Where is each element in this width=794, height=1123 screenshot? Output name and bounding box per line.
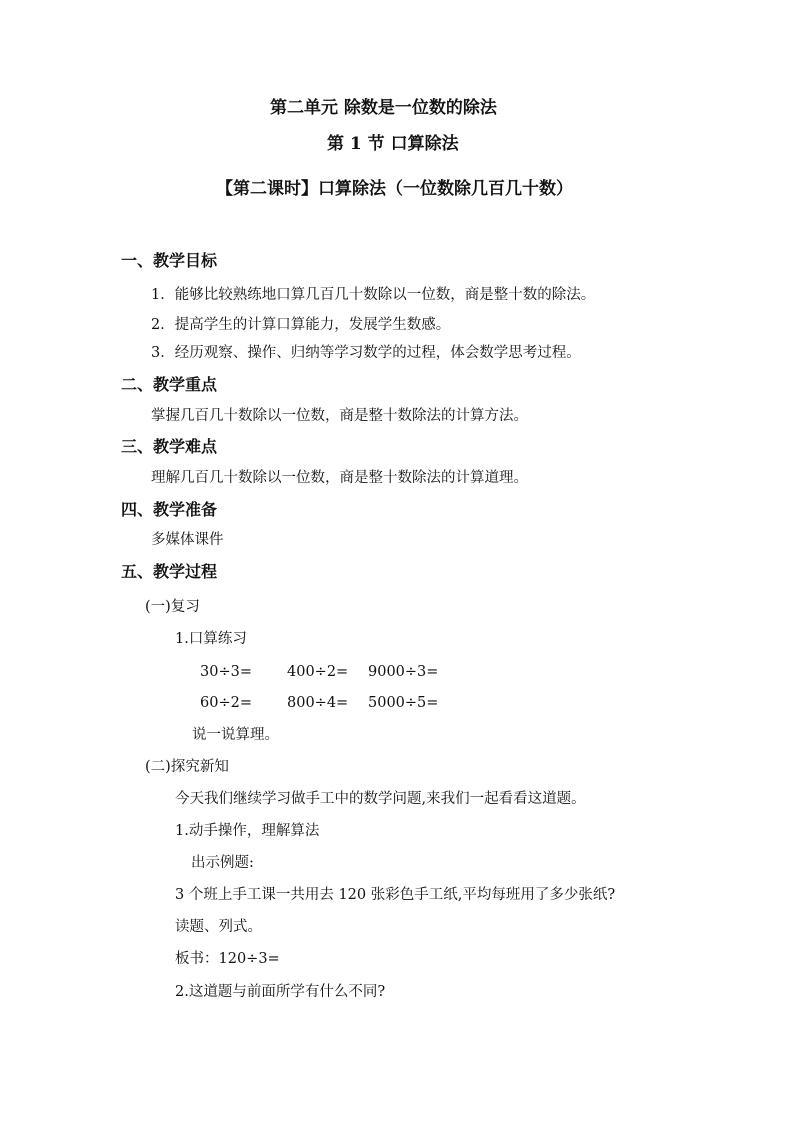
calc-9000-div-3: 9000÷3= — [368, 664, 439, 680]
calc-400-div-2: 400÷2= — [287, 664, 349, 680]
goal-item-2: 2．提高学生的计算口算能力，发展学生数感。 — [151, 317, 451, 333]
key-points-text: 掌握几百几十数除以一位数，商是整十数除法的计算方法。 — [151, 408, 528, 424]
section-title: 第 1 节 口算除法 — [327, 134, 459, 154]
board-text: 板书：120÷3= — [175, 951, 280, 967]
explore-intro: 今天我们继续学习做手工中的数学问题,来我们一起看看这道题。 — [175, 791, 586, 807]
key-points-heading: 二、教学重点 — [121, 375, 218, 394]
review-sub-label: 1.口算练习 — [175, 631, 247, 647]
review-label: (一)复习 — [145, 599, 200, 615]
preparation-text: 多媒体课件 — [151, 532, 224, 548]
explore-label: (二)探究新知 — [145, 759, 229, 775]
goals-heading: 一、教学目标 — [121, 251, 218, 270]
difficulties-text: 理解几百几十数除以一位数，商是整十数除法的计算道理。 — [151, 470, 528, 486]
calc-60-div-2: 60÷2= — [200, 695, 252, 711]
example-text: 3 个班上手工课一共用去 120 张彩色手工纸,平均每班用了多少张纸? — [175, 887, 616, 903]
calc-5000-div-5: 5000÷5= — [368, 695, 439, 711]
unit-title: 第二单元 除数是一位数的除法 — [270, 98, 497, 118]
review-note: 说一说算理。 — [192, 727, 279, 743]
process-heading: 五、教学过程 — [121, 562, 218, 581]
calc-30-div-3: 30÷3= — [200, 664, 252, 680]
read-text: 读题、列式。 — [175, 919, 262, 935]
goal-item-3: 3．经历观察、操作、归纳等学习数学的过程，体会数学思考过程。 — [151, 345, 581, 361]
lesson-title: 【第二课时】口算除法（一位数除几百几十数） — [216, 179, 573, 199]
difficulties-heading: 三、教学难点 — [121, 437, 218, 456]
explore-step-2: 2.这道题与前面所学有什么不同? — [175, 984, 386, 1000]
example-label: 出示例题: — [191, 855, 254, 871]
preparation-heading: 四、教学准备 — [121, 500, 218, 519]
goal-item-1: 1．能够比较熟练地口算几百几十数除以一位数，商是整十数的除法。 — [151, 287, 596, 303]
calc-800-div-4: 800÷4= — [287, 695, 349, 711]
explore-step-1: 1.动手操作，理解算法 — [175, 823, 320, 839]
